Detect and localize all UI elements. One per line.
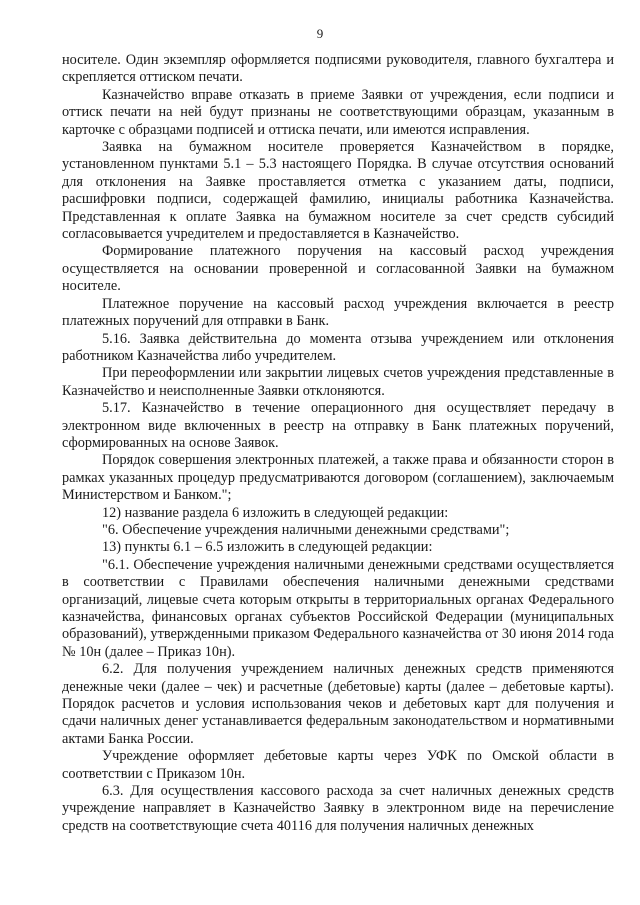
- paragraph: 6.3. Для осуществления кассового расхода за счет наличных денежных средств учреждение направляет в Казначейство Заявку в электронном виде на перечисление средств на соответствующие счета 40116 для получения наличных денежных: [62, 783, 614, 834]
- paragraph: Заявка на бумажном носителе проверяется Казначейством в порядке, установленном пунктами 5.1 – 5.3 настоящего Порядка. В случае отсутствия оснований для отклонения на Заявке проставляется отметка с указанием даты, подписи, расшифровки подписи, содержащей фамилию, инициалы работника Казначейства. Представленная к оплате Заявка на бумажном носителе за счет средств субсидий согласовывается учредителем и предоставляется в Казначейство.: [62, 139, 614, 243]
- paragraph: Формирование платежного поручения на кассовый расход учреждения осуществляется на основании проверенной и согласованной Заявки на бумажном носителе.: [62, 243, 614, 295]
- paragraph: 6.2. Для получения учреждением наличных денежных средств применяются денежные чеки (далее – чек) и расчетные (дебетовые) карты (далее – дебетовые карты). Порядок расчетов и условия использования чеков и дебетовых карт для получения и сдачи наличных денег устанавливается федеральным законодательством и нормативными актами Банка России.: [62, 661, 614, 747]
- paragraph: Порядок совершения электронных платежей, а также права и обязанности сторон в рамках указанных процедур предусматриваются договором (соглашением), заключаемым Министерством и Банком.";: [62, 452, 614, 504]
- paragraph: Платежное поручение на кассовый расход учреждения включается в реестр платежных поручений для отправки в Банк.: [62, 295, 614, 330]
- paragraph: носителе. Один экземпляр оформляется подписями руководителя, главного бухгалтера и скрепляется оттиском печати.: [62, 52, 614, 86]
- page-number: 9: [316, 26, 324, 41]
- document-body: [62, 52, 614, 835]
- paragraph: 12) название раздела 6 изложить в следующей редакции:: [102, 504, 449, 521]
- paragraph: 13) пункты 6.1 – 6.5 изложить в следующей редакции:: [102, 539, 433, 556]
- paragraph: Учреждение оформляет дебетовые карты через УФК по Омской области в соответствии с Приказом 10н.: [62, 748, 614, 782]
- paragraph: 5.17. Казначейство в течение операционного дня осуществляет передачу в электронном виде включенных в реестр на отправку в Банк платежных поручений, сформированных на основе Заявок.: [62, 400, 614, 451]
- paragraph: 5.16. Заявка действительна до момента отзыва учреждением или отклонения работником Казначейства либо учредителем.: [62, 330, 614, 364]
- paragraph: "6.1. Обеспечение учреждения наличными денежными средствами осуществляется в соответствии с Правилами обеспечения наличными денежными средствами организаций, лицевые счета которым открыты в территориальных органах Федерального казначейства, финансовых органах субъектов Российской Федерации (муниципальных образований), утвержденными приказом Федерального казначейства от 30 июня 2014 года № 10н (далее – Приказ 10н).: [62, 556, 614, 660]
- section-title: "6. Обеспечение учреждения наличными денежными средствами";: [102, 521, 510, 538]
- paragraph: При переоформлении или закрытии лицевых счетов учреждения представленные в Казначейство и неисполненные Заявки отклоняются.: [62, 365, 614, 399]
- paragraph: Казначейство вправе отказать в приеме Заявки от учреждения, если подписи и оттиск печати на ней будут признаны не соответствующими образцам, указанным в карточке с образцами подписей и оттиска печати, или имеются исправления.: [62, 86, 614, 138]
